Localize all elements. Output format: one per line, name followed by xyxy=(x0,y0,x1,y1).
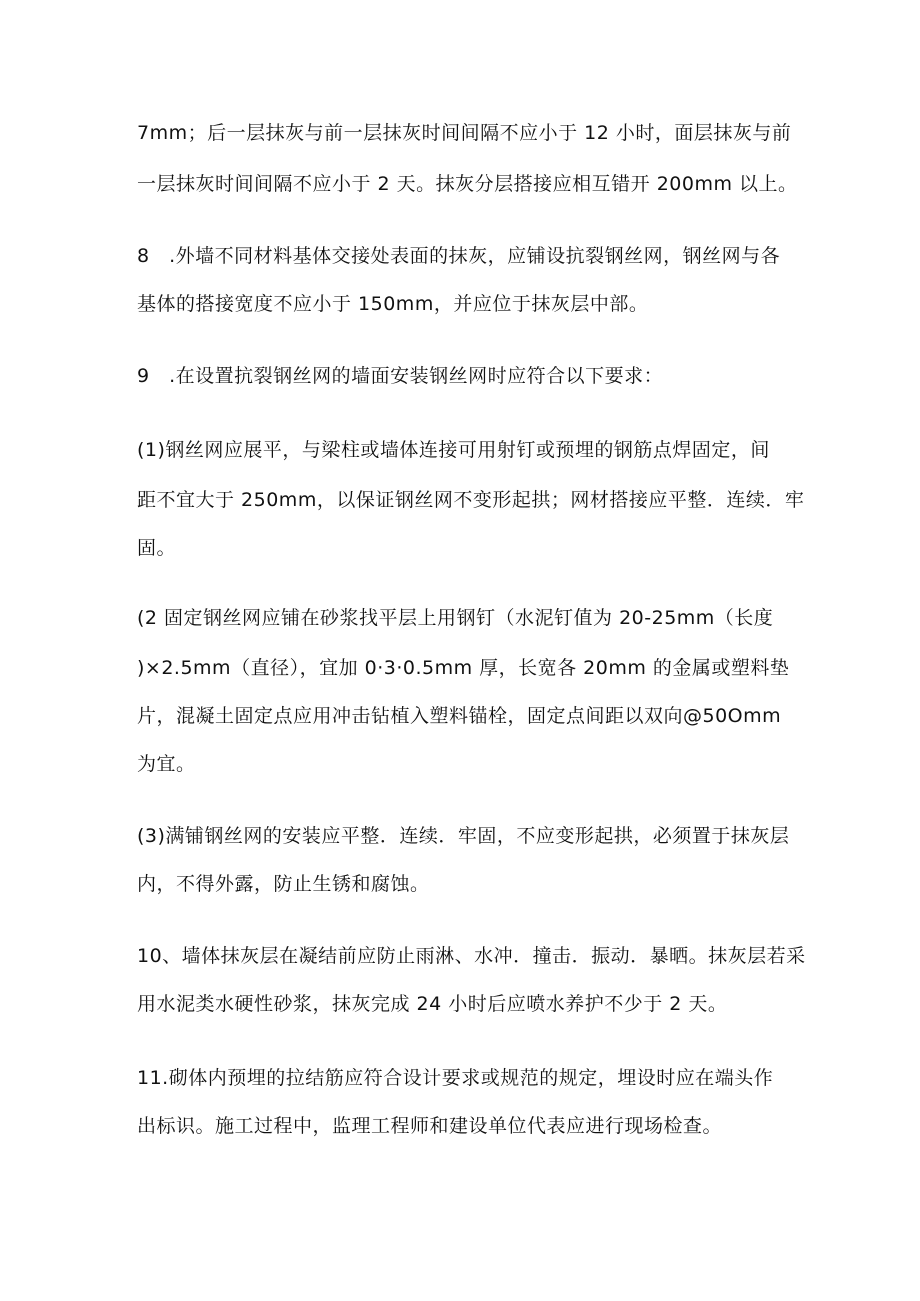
paragraph-9-3-line-2: 内，不得外露，防止生锈和腐蚀。 xyxy=(137,873,430,895)
paragraph-9-1-line-2: 距不宜大于 250mm，以保证钢丝网不变形起拱；网材搭接应平整．连续．牢 xyxy=(137,489,805,511)
paragraph-9-3-line-1: (3)满铺钢丝网的安装应平整．连续．牢固，不应变形起拱，必须置于抹灰层 xyxy=(137,825,790,847)
paragraph-8-line-1: 8 .外墙不同材料基体交接处表面的抹灰，应铺设抗裂钢丝网，钢丝网与各 xyxy=(137,245,781,267)
paragraph-9-2-line-3: 片，混凝土固定点应用冲击钻植入塑料锚栓，固定点间距以双向@50Omm xyxy=(137,705,782,727)
paragraph-9-2-line-2: )×2.5mm（直径），宜加 0·3·0.5mm 厚，长宽各 20mm 的金属或塑料垫 xyxy=(137,657,790,679)
paragraph-10-line-1: 10、墙体抹灰层在凝结前应防止雨淋、水冲．撞击．振动．暴晒。抹灰层若采 xyxy=(137,945,806,967)
paragraph-9-2-line-4: 为宜。 xyxy=(137,753,196,775)
paragraph-9-2-line-1: (2 固定钢丝网应铺在砂浆找平层上用钢钉（水泥钉值为 20-25mm（长度 xyxy=(137,607,774,629)
paragraph-9-1-line-1: (1)钢丝网应展平，与梁柱或墙体连接可用射钉或预埋的钢筋点焊固定，间 xyxy=(137,439,770,461)
paragraph-8-line-2: 基体的搭接宽度不应小于 150mm，并应位于抹灰层中部。 xyxy=(137,293,649,315)
paragraph-7-line-2: 一层抹灰时间间隔不应小于 2 天。抹灰分层搭接应相互错开 200mm 以上。 xyxy=(137,173,798,195)
paragraph-11-line-1: 11.砌体内预埋的拉结筋应符合设计要求或规范的规定，埋设时应在端头作 xyxy=(137,1067,774,1089)
paragraph-11-line-2: 出标识。施工过程中，监理工程师和建设单位代表应进行现场检查。 xyxy=(137,1115,723,1137)
paragraph-9-1-line-3: 固。 xyxy=(137,537,177,559)
paragraph-9-line-1: 9 .在设置抗裂钢丝网的墙面安装钢丝网时应符合以下要求： xyxy=(137,365,664,387)
paragraph-10-line-2: 用水泥类水硬性砂浆，抹灰完成 24 小时后应喷水养护不少于 2 天。 xyxy=(137,993,728,1015)
paragraph-7-line-1: 7mm；后一层抹灰与前一层抹灰时间间隔不应小于 12 小时，面层抹灰与前 xyxy=(137,122,792,144)
